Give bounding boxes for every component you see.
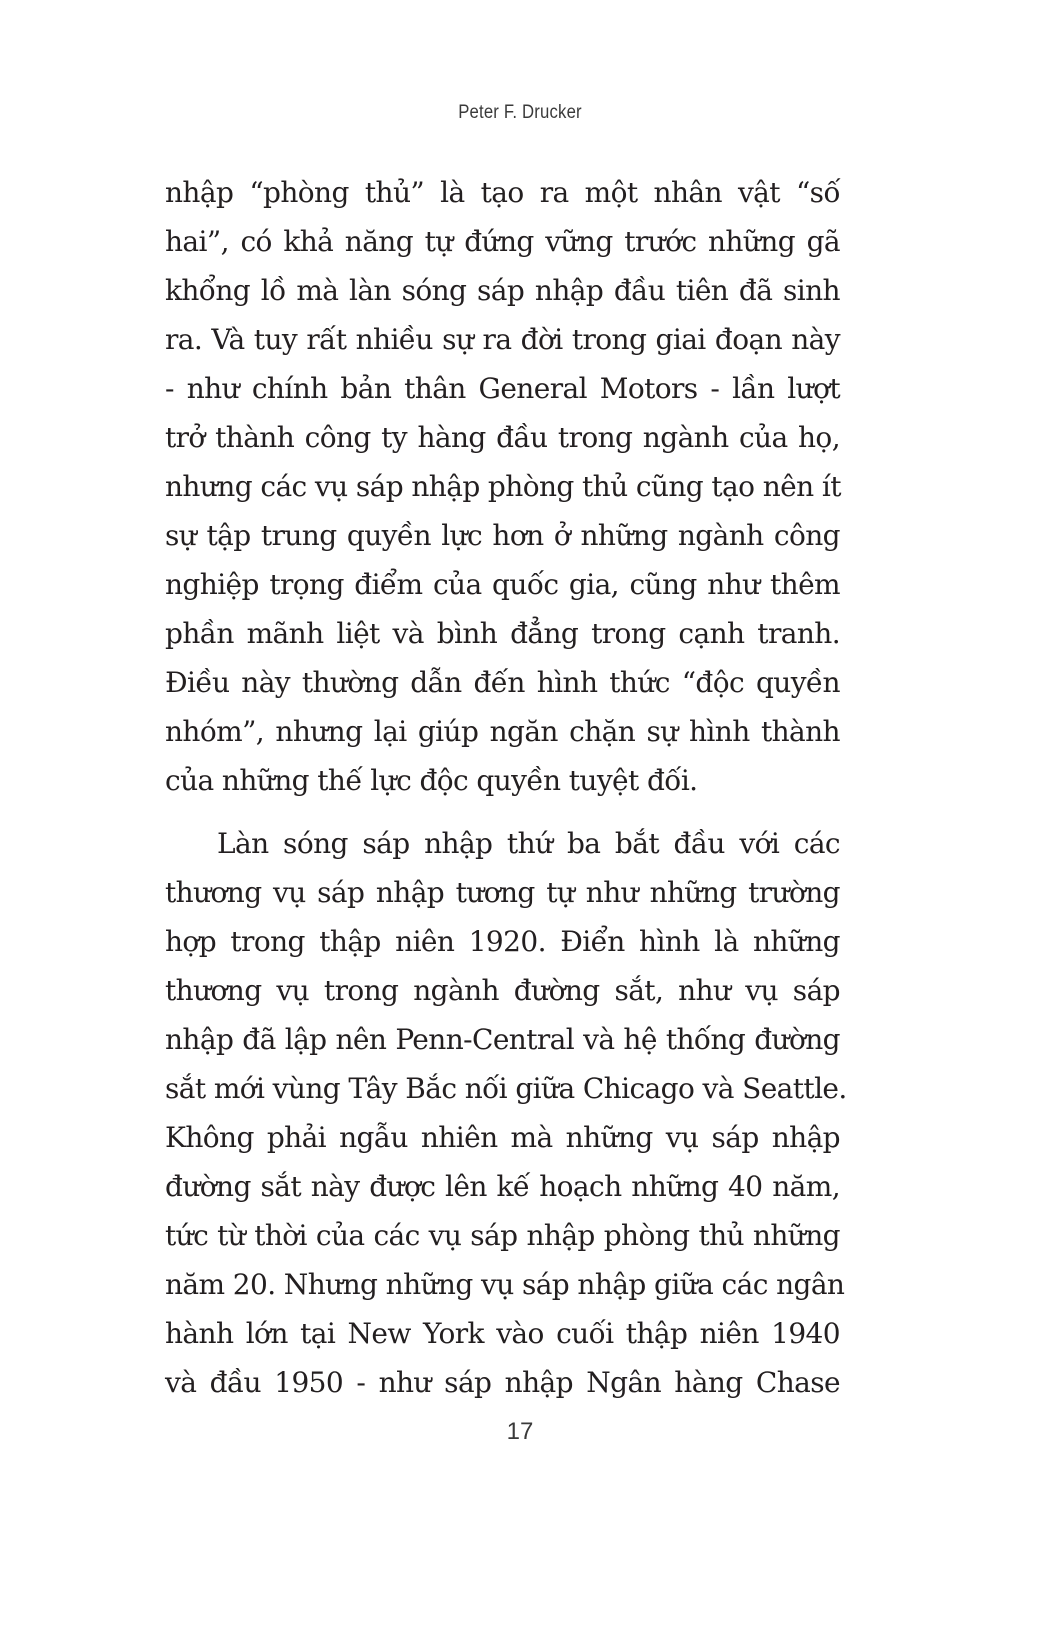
text-line: ra. Và tuy rất nhiều sự ra đời trong giai đoạn này <box>165 323 840 356</box>
text-line: đường sắt này được lên kế hoạch những 40 năm, <box>165 1170 840 1203</box>
text-line: - như chính bản thân General Motors - lần lượt <box>165 372 840 405</box>
text-line: khổng lồ mà làn sóng sáp nhập đầu tiên đã sinh <box>165 274 840 307</box>
text-line: sắt mới vùng Tây Bắc nối giữa Chicago và Seattle. <box>165 1072 847 1105</box>
body-text <box>165 168 847 1407</box>
text-line: thương vụ sáp nhập tương tự như những trường <box>165 876 840 909</box>
text-line: trở thành công ty hàng đầu trong ngành của họ, <box>165 421 840 454</box>
text-line: Không phải ngẫu nhiên mà những vụ sáp nhập <box>165 1121 840 1154</box>
text-line: hành lớn tại New York vào cuối thập niên 1940 <box>165 1317 840 1350</box>
text-line: Điều này thường dẫn đến hình thức “độc quyền <box>165 666 840 699</box>
paragraph-1 <box>165 168 840 805</box>
text-line: năm 20. Nhưng những vụ sáp nhập giữa các ngân <box>165 1268 845 1301</box>
text-line: nhập “phòng thủ” là tạo ra một nhân vật “số <box>165 176 840 209</box>
text-line: thương vụ trong ngành đường sắt, như vụ sáp <box>165 974 840 1007</box>
text-line: Làn sóng sáp nhập thứ ba bắt đầu với các <box>217 827 840 860</box>
text-line: nhưng các vụ sáp nhập phòng thủ cũng tạo nên ít <box>165 470 841 503</box>
text-line: nhập đã lập nên Penn-Central và hệ thống đường <box>165 1023 840 1056</box>
page-number: 17 <box>506 1418 534 1445</box>
text-line: sự tập trung quyền lực hơn ở những ngành công <box>165 519 840 552</box>
text-line: tức từ thời của các vụ sáp nhập phòng thủ những <box>165 1219 840 1252</box>
text-line: hợp trong thập niên 1920. Điển hình là những <box>165 925 840 958</box>
text-line: và đầu 1950 - như sáp nhập Ngân hàng Chase <box>165 1366 840 1399</box>
text-line: nghiệp trọng điểm của quốc gia, cũng như thêm <box>165 568 840 601</box>
text-line: của những thế lực độc quyền tuyệt đối. <box>165 764 698 797</box>
paragraph-spacer <box>165 805 840 819</box>
running-header-author: Peter F. Drucker <box>458 102 582 123</box>
text-line: phần mãnh liệt và bình đẳng trong cạnh tranh. <box>165 617 840 650</box>
text-line: nhóm”, nhưng lại giúp ngăn chặn sự hình thành <box>165 715 840 748</box>
text-line: hai”, có khả năng tự đứng vững trước những gã <box>165 225 840 258</box>
paragraph-2 <box>165 819 847 1407</box>
